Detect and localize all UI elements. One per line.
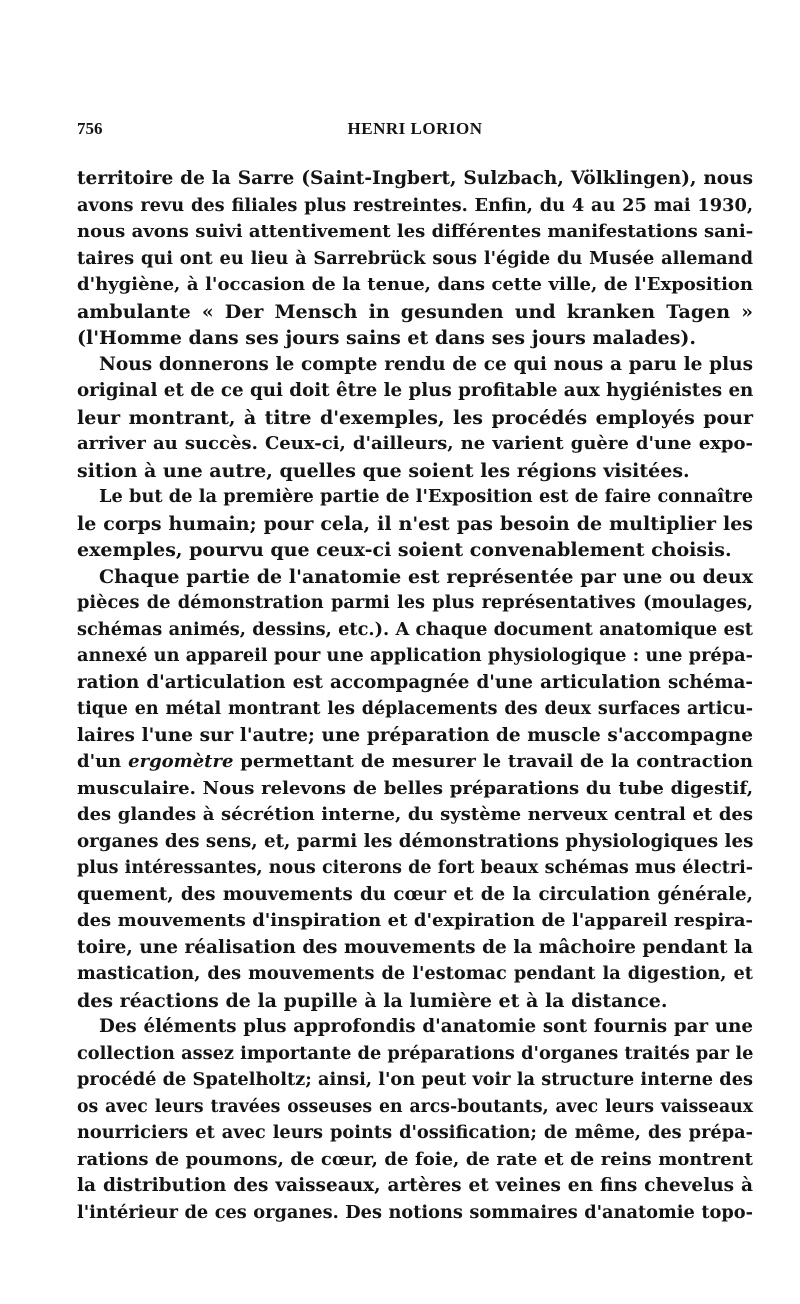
text-line: tique en métal montrant les déplacements des deux surfaces articu- [77, 699, 753, 719]
text-line: territoire de la Sarre (Saint-Ingbert, Sulzbach, Völklingen), nous [77, 168, 753, 189]
text-line: arriver au succès. Ceux-ci, d'ailleurs, ne varient guère d'une expo- [77, 433, 753, 454]
text-line: Nous donnerons le compte rendu de ce qui nous a paru le plus [99, 353, 753, 375]
text-line: avons revu des filiales plus restreintes. Enfin, du 4 au 25 mai 1930, [77, 194, 753, 216]
text-line: (l'Homme dans ses jours sains et dans ses jours malades). [77, 327, 697, 349]
text-line: original et de ce qui doit être le plus profitable aux hygiénistes en [77, 380, 754, 401]
text-line: annexé un appareil pour une application physiologique : une prépa- [77, 645, 753, 666]
text-segment: d'un [77, 751, 129, 772]
text-line: rations de poumons, de cœur, de foie, de rate et de reins montrent [77, 1148, 753, 1170]
text-line: ambulante « Der Mensch in gesunden und kranken Tagen » [77, 300, 753, 323]
text-line: quement, des mouvements du cœur et de la circulation générale, [77, 883, 753, 905]
page-number: 756 [77, 119, 103, 138]
running-head [77, 119, 753, 143]
paragraph-anatomie [77, 564, 753, 1015]
text-line: toire, une réalisation des mouvements de la mâchoire pendant la [77, 936, 753, 958]
text-line: nourriciers et avec leurs points d'ossification; de même, des prépa- [77, 1122, 753, 1143]
text-line: plus intéressantes, nous citerons de fort beaux schémas mus électri- [77, 858, 753, 878]
text-line: l'intérieur de ces organes. Des notions sommaires d'anatomie topo- [77, 1201, 753, 1223]
text-line: des glandes à sécrétion interne, du système nerveux central et des [77, 804, 753, 825]
text-line: pièces de démonstration parmi les plus représentatives (moulages, [77, 592, 753, 613]
text-line: Des éléments plus approfondis d'anatomie sont fournis par une [99, 1016, 753, 1037]
text-line-ergometre [77, 749, 753, 776]
text-line: collection assez importante de préparations d'organes traités par le [77, 1042, 754, 1064]
text-line: la distribution des vaisseaux, artères et veines en fins chevelus à [77, 1175, 753, 1196]
text-segment: permettant de mesurer le travail de la contraction [233, 751, 753, 772]
text-line: le corps humain; pour cela, il n'est pas besoin de multiplier les [77, 512, 753, 535]
text-line: Chaque partie de l'anatomie est représentée par une ou deux [99, 565, 753, 588]
text-line: exemples, pourvu que ceux-ci soient convenablement choisis. [77, 539, 732, 561]
text-line: musculaire. Nous relevons de belles préparations du tube digestif, [77, 777, 753, 799]
text-line: taires qui ont eu lieu à Sarrebrück sous l'égide du Musée allemand [77, 247, 753, 269]
text-line: schémas animés, dessins, etc.). A chaque document anatomique est [77, 618, 753, 640]
text-line: des réactions de la pupille à la lumière et à la distance. [77, 989, 668, 1012]
text-line: mastication, des mouvements de l'estomac pendant la digestion, et [77, 963, 753, 984]
text-line: organes des sens, et, parmi les démonstrations physiologiques les [77, 830, 754, 852]
text-line: sition à une autre, quelles que soient les régions visitées. [77, 459, 690, 482]
paragraph-compte-rendu [77, 352, 753, 485]
text-line: os avec leurs travées osseuses en arcs-boutants, avec leurs vaisseaux [77, 1096, 753, 1117]
text-line: ration d'articulation est accompagnée d'une articulation schéma- [77, 671, 753, 693]
text-line: nous avons suivi attentivement les différentes manifestations sani- [77, 221, 754, 242]
running-title: HENRI LORION [347, 119, 483, 138]
body-text [77, 166, 753, 1226]
italic-term: ergomètre [128, 751, 234, 772]
text-line: d'hygiène, à l'occasion de la tenue, dans cette ville, de l'Exposition [77, 274, 753, 295]
text-line: laires l'une sur l'autre; une préparation de muscle s'accompagne [77, 724, 753, 746]
text-line: Le but de la première partie de l'Exposition est de faire connaître [99, 486, 753, 507]
text-line: procédé de Spatelholtz; ainsi, l'on peut voir la structure interne des [77, 1069, 753, 1090]
paragraph-continuation [77, 166, 753, 352]
text-line: leur montrant, à titre d'exemples, les procédés employés pour [77, 406, 753, 429]
text-line: des mouvements d'inspiration et d'expiration de l'appareil respira- [77, 910, 753, 931]
paragraph-but-exposition [77, 484, 753, 564]
paragraph-elements-approfondis [77, 1014, 753, 1226]
